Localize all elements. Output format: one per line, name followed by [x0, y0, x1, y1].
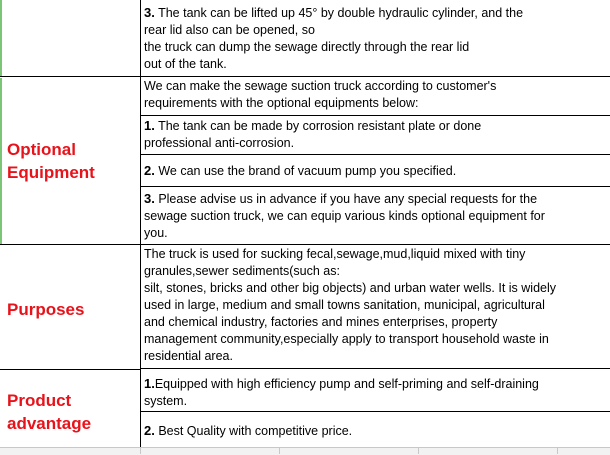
- cell-line: you.: [144, 226, 168, 240]
- cell-line: residential area.: [144, 349, 233, 363]
- grid-tick: [557, 447, 558, 454]
- cell-line: and chemical industry, factories and mines enterprises, property: [144, 315, 498, 329]
- purposes-cell: [141, 246, 610, 369]
- row-divider: [0, 244, 140, 245]
- optional-item-3: [141, 188, 610, 245]
- optional-item-1: [141, 117, 610, 155]
- cell-line: professional anti-corrosion.: [144, 136, 295, 150]
- tank-lift-cell: [141, 4, 610, 77]
- gridline-accent: [0, 0, 2, 76]
- cell-line: We can make the sewage suction truck according to customer's: [144, 79, 497, 93]
- purposes-label: Purposes: [7, 300, 85, 319]
- cell-line: out of the tank.: [144, 57, 227, 71]
- cell-line: sewage suction truck, we can equip various kinds optional equipment for: [144, 209, 545, 223]
- advantage-item-2: [141, 413, 610, 447]
- optional-item-2: [141, 156, 610, 187]
- product-advantage-label: Product advantage: [7, 391, 92, 433]
- row-divider: [0, 76, 140, 77]
- cell-line: the truck can dump the sewage directly through the rear lid: [144, 40, 470, 54]
- cell-line: 3. The tank can be lifted up 45° by double hydraulic cylinder, and the: [144, 5, 524, 20]
- optional-equipment-label: Optional Equipment: [7, 140, 95, 182]
- optional-intro-cell: [141, 78, 610, 116]
- row-divider: [0, 369, 140, 370]
- cell-line: system.: [144, 394, 188, 408]
- grid-tick: [140, 447, 141, 454]
- advantage-item-1: [141, 375, 610, 412]
- cell-line: granules,sewer sediments(such as:: [144, 264, 340, 278]
- grid-tick: [418, 447, 419, 454]
- cell-line: used in large, medium and small towns sanitation, municipal, agricultural: [144, 298, 545, 312]
- cell-line: The truck is used for sucking fecal,sewage,mud,liquid mixed with tiny: [144, 247, 526, 261]
- cell-line: 1.Equipped with high efficiency pump and self-priming and self-draining: [144, 376, 539, 391]
- cell-line: requirements with the optional equipments below:: [144, 96, 419, 110]
- cell-line: silt, stones, bricks and other big objects) and urban water wells. It is widely: [144, 281, 556, 295]
- cell-line: 2. We can use the brand of vacuum pump you specified.: [144, 163, 457, 178]
- cell-line: 3. Please advise us in advance if you have any special requests for the: [144, 191, 538, 206]
- grid-tick: [279, 447, 280, 454]
- cell-line: management community,especially apply to transport household waste in: [144, 332, 549, 346]
- cell-line: rear lid also can be opened, so: [144, 23, 315, 37]
- cell-line: 2. Best Quality with competitive price.: [144, 423, 353, 438]
- cell-line: 1. The tank can be made by corrosion resistant plate or done: [144, 118, 482, 133]
